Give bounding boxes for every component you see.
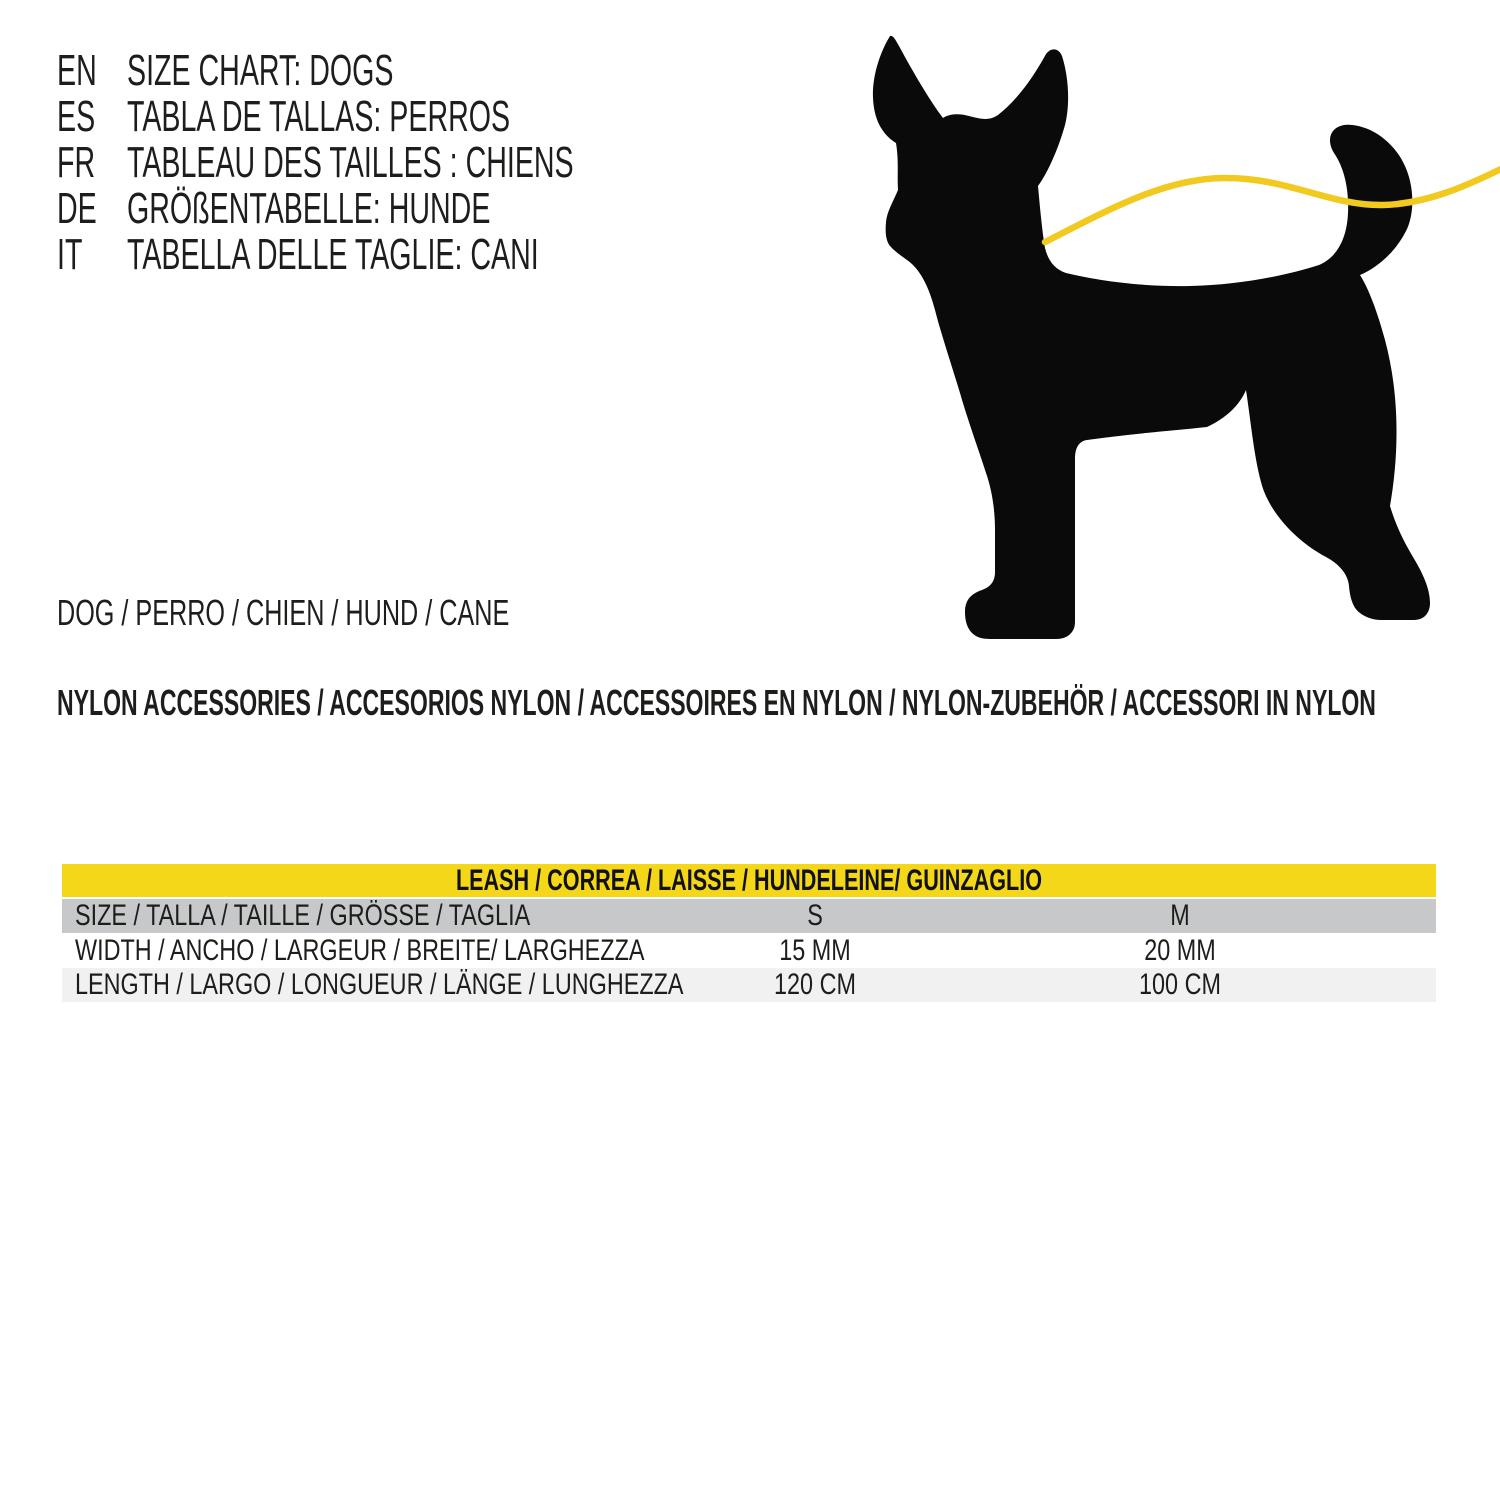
lang-code: EN	[57, 46, 97, 95]
lang-code: FR	[57, 138, 96, 187]
title-text: TABLA DE TALLAS: PERROS	[127, 92, 511, 141]
chihuahua-silhouette-icon	[873, 36, 1430, 639]
row-label: LENGTH / LARGO / LONGUEUR / LÄNGE / LUNGHEZZA	[75, 968, 684, 1001]
lang-code: IT	[57, 230, 83, 279]
lang-code: DE	[57, 184, 97, 233]
size-s-cell: S	[807, 899, 823, 932]
length-s-cell: 120 CM	[774, 968, 856, 1001]
row-label: WIDTH / ANCHO / LARGEUR / BREITE/ LARGHEZZA	[75, 933, 645, 967]
lang-code: ES	[57, 92, 96, 141]
title-text: SIZE CHART: DOGS	[127, 46, 394, 95]
table-row-width	[62, 933, 1436, 968]
width-s-cell: 15 MM	[779, 933, 851, 967]
size-m-cell: M	[1170, 899, 1190, 932]
leash-size-table	[62, 864, 1436, 1002]
length-m-cell: 100 CM	[1139, 968, 1221, 1001]
material-label: NYLON ACCESSORIES / ACCESORIOS NYLON / ACCESSOIRES EN NYLON / NYLON-ZUBEHÖR / ACCESSORI IN NYLON	[57, 682, 1376, 723]
table-header-row	[62, 864, 1436, 899]
row-label: SIZE / TALLA / TAILLE / GRÖSSE / TAGLIA	[75, 899, 531, 932]
title-text: TABELLA DELLE TAGLIE: CANI	[127, 230, 539, 279]
title-text: GRÖßENTABELLE: HUNDE	[127, 184, 491, 233]
animal-label: DOG / PERRO / CHIEN / HUND / CANE	[57, 592, 510, 633]
table-row-size	[62, 899, 1436, 933]
dog-hero-graphic	[870, 28, 1500, 668]
leash-line-icon	[1045, 169, 1500, 242]
title-text: TABLEAU DES TAILLES : CHIENS	[127, 138, 574, 187]
table-title: LEASH / CORREA / LAISSE / HUNDELEINE/ GUINZAGLIO	[455, 863, 1043, 897]
table-row-length	[62, 968, 1436, 1002]
width-m-cell: 20 MM	[1144, 933, 1216, 967]
